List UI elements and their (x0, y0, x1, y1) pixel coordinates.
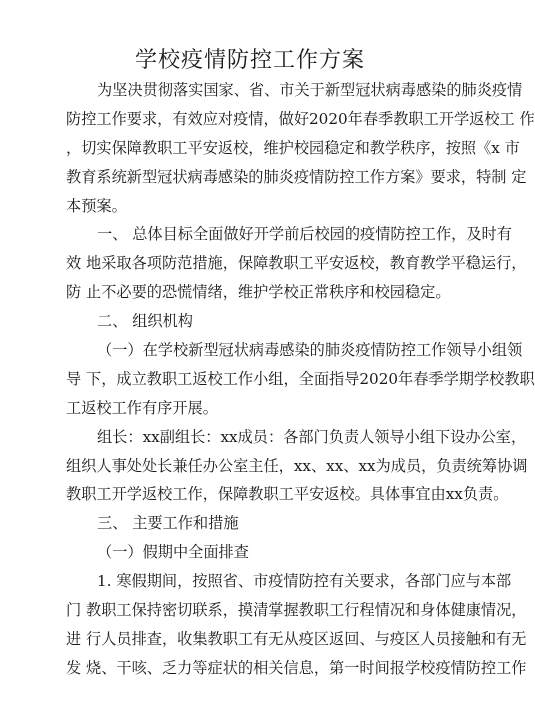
body-text-line: （一）假期中全面排查 (97, 543, 249, 562)
body-text-line: 防 止不必要的恐慌情绪，维护学校正常秩序和校园稳定。 (66, 283, 451, 302)
body-text-line: 组织人事处处长兼任办公室主任，xx、xx、xx为成员，负责统筹协调 (66, 456, 528, 475)
body-text-line: 为坚决贯彻落实国家、省、市关于新型冠状病毒感染的肺炎疫情 (97, 81, 523, 99)
body-text-line: 导 下，成立教职工返校工作小组，全面指导2020年春季学期学校教职 (66, 369, 535, 388)
body-text-line: 效 地采取各项防范措施，保障教职工平安返校，教育教学平稳运行， (66, 254, 527, 273)
body-text-line: 本预案。 (66, 196, 127, 215)
body-text-line: 二、 组织机构 (97, 312, 193, 331)
body-text-line: 组长：xx副组长：xx成员：各部门负责人领导小组下设办公室， (97, 427, 527, 446)
document-title: 学校疫情防控工作方案 (134, 48, 365, 73)
body-text-line: 一、 总体目标全面做好开学前后校园的疫情防控工作，及时有 (97, 225, 512, 244)
body-text-line: 发 烧、干咳、乏力等症状的相关信息，第一时间报学校疫情防控工作 (66, 658, 527, 677)
body-text-line: 进 行人员排查，收集教职工有无从疫区返回、与疫区人员接触和有无 (66, 629, 527, 648)
body-text-line: 教职工开学返校工作，保障教职工平安返校。具体事宜由xx负责。 (66, 485, 509, 504)
document-body (66, 76, 535, 683)
body-text-line: 1. 寒假期间，按照省、市疫情防控有关要求，各部门应与本部 (97, 572, 512, 591)
body-text-line: 门 教职工保持密切联系，摸清掌握教职工行程情况和身体健康情况， (66, 601, 527, 620)
body-text-line: 工返校工作有序开展。 (66, 398, 218, 417)
body-text-line: 三、 主要工作和措施 (97, 514, 239, 533)
body-text-line: ，切实保障教职工平安返校，维护校园稳定和教学秩序，按照《x 市 (66, 138, 520, 157)
body-text-line: 教育系统新型冠状病毒感染的肺炎疫情防控工作方案》要求，特制 定 (66, 167, 527, 186)
body-text-line: 防控工作要求，有效应对疫情，做好2020年春季教职工开学返校工 作 (66, 109, 535, 128)
body-text-line: （一）在学校新型冠状病毒感染的肺炎疫情防控工作领导小组领 (97, 341, 523, 360)
